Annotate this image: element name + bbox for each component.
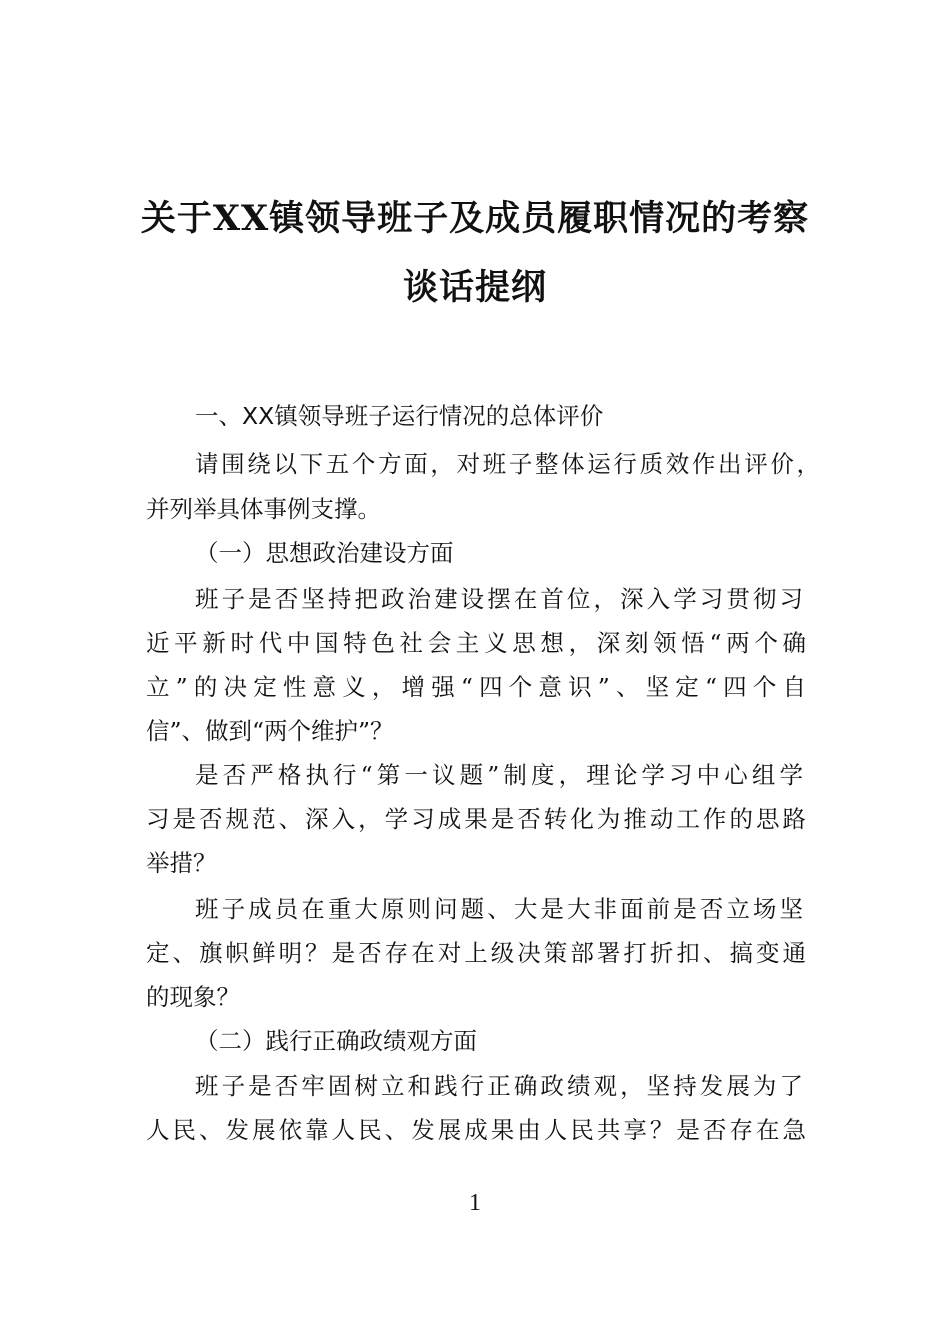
body-line: 是否严格执行“第一议题”制度，理论学习中心组学	[195, 761, 803, 789]
body-line: 近平新时代中国特色社会主义思想，深刻领悟“两个确	[146, 629, 806, 657]
body-line: 并列举具体事例支撑。	[146, 495, 381, 523]
body-line: 班子成员在重大原则问题、大是大非面前是否立场坚	[195, 895, 803, 923]
body-line: 的现象？	[146, 983, 240, 1011]
body-line: 立”的决定性意义，增强“四个意识”、坚定“四个自	[146, 673, 806, 701]
subsection-heading-2: （二）践行正确政绩观方面	[195, 1027, 477, 1055]
body-line: 定、旗帜鲜明？是否存在对上级决策部署打折扣、搞变通	[146, 939, 806, 967]
document-title-line-1: 关于XX镇领导班子及成员履职情况的考察	[140, 198, 810, 239]
document-title-line-2: 谈话提纲	[402, 267, 547, 308]
body-line: 请围绕以下五个方面，对班子整体运行质效作出评价，	[195, 450, 820, 478]
page-number: 1	[469, 1190, 481, 1216]
body-line: 举措？	[146, 849, 217, 877]
body-line: 信”、做到“两个维护”？	[146, 717, 394, 745]
body-line: 习是否规范、深入，学习成果是否转化为推动工作的思路	[146, 805, 806, 833]
subsection-heading-1: （一）思想政治建设方面	[195, 539, 454, 567]
body-line: 人民、发展依靠人民、发展成果由人民共享？是否存在急	[146, 1116, 806, 1144]
section-heading-1: 一、XX镇领导班子运行情况的总体评价	[195, 402, 604, 430]
body-line: 班子是否坚持把政治建设摆在首位，深入学习贯彻习	[195, 585, 803, 613]
body-line: 班子是否牢固树立和践行正确政绩观，坚持发展为了	[195, 1072, 803, 1100]
